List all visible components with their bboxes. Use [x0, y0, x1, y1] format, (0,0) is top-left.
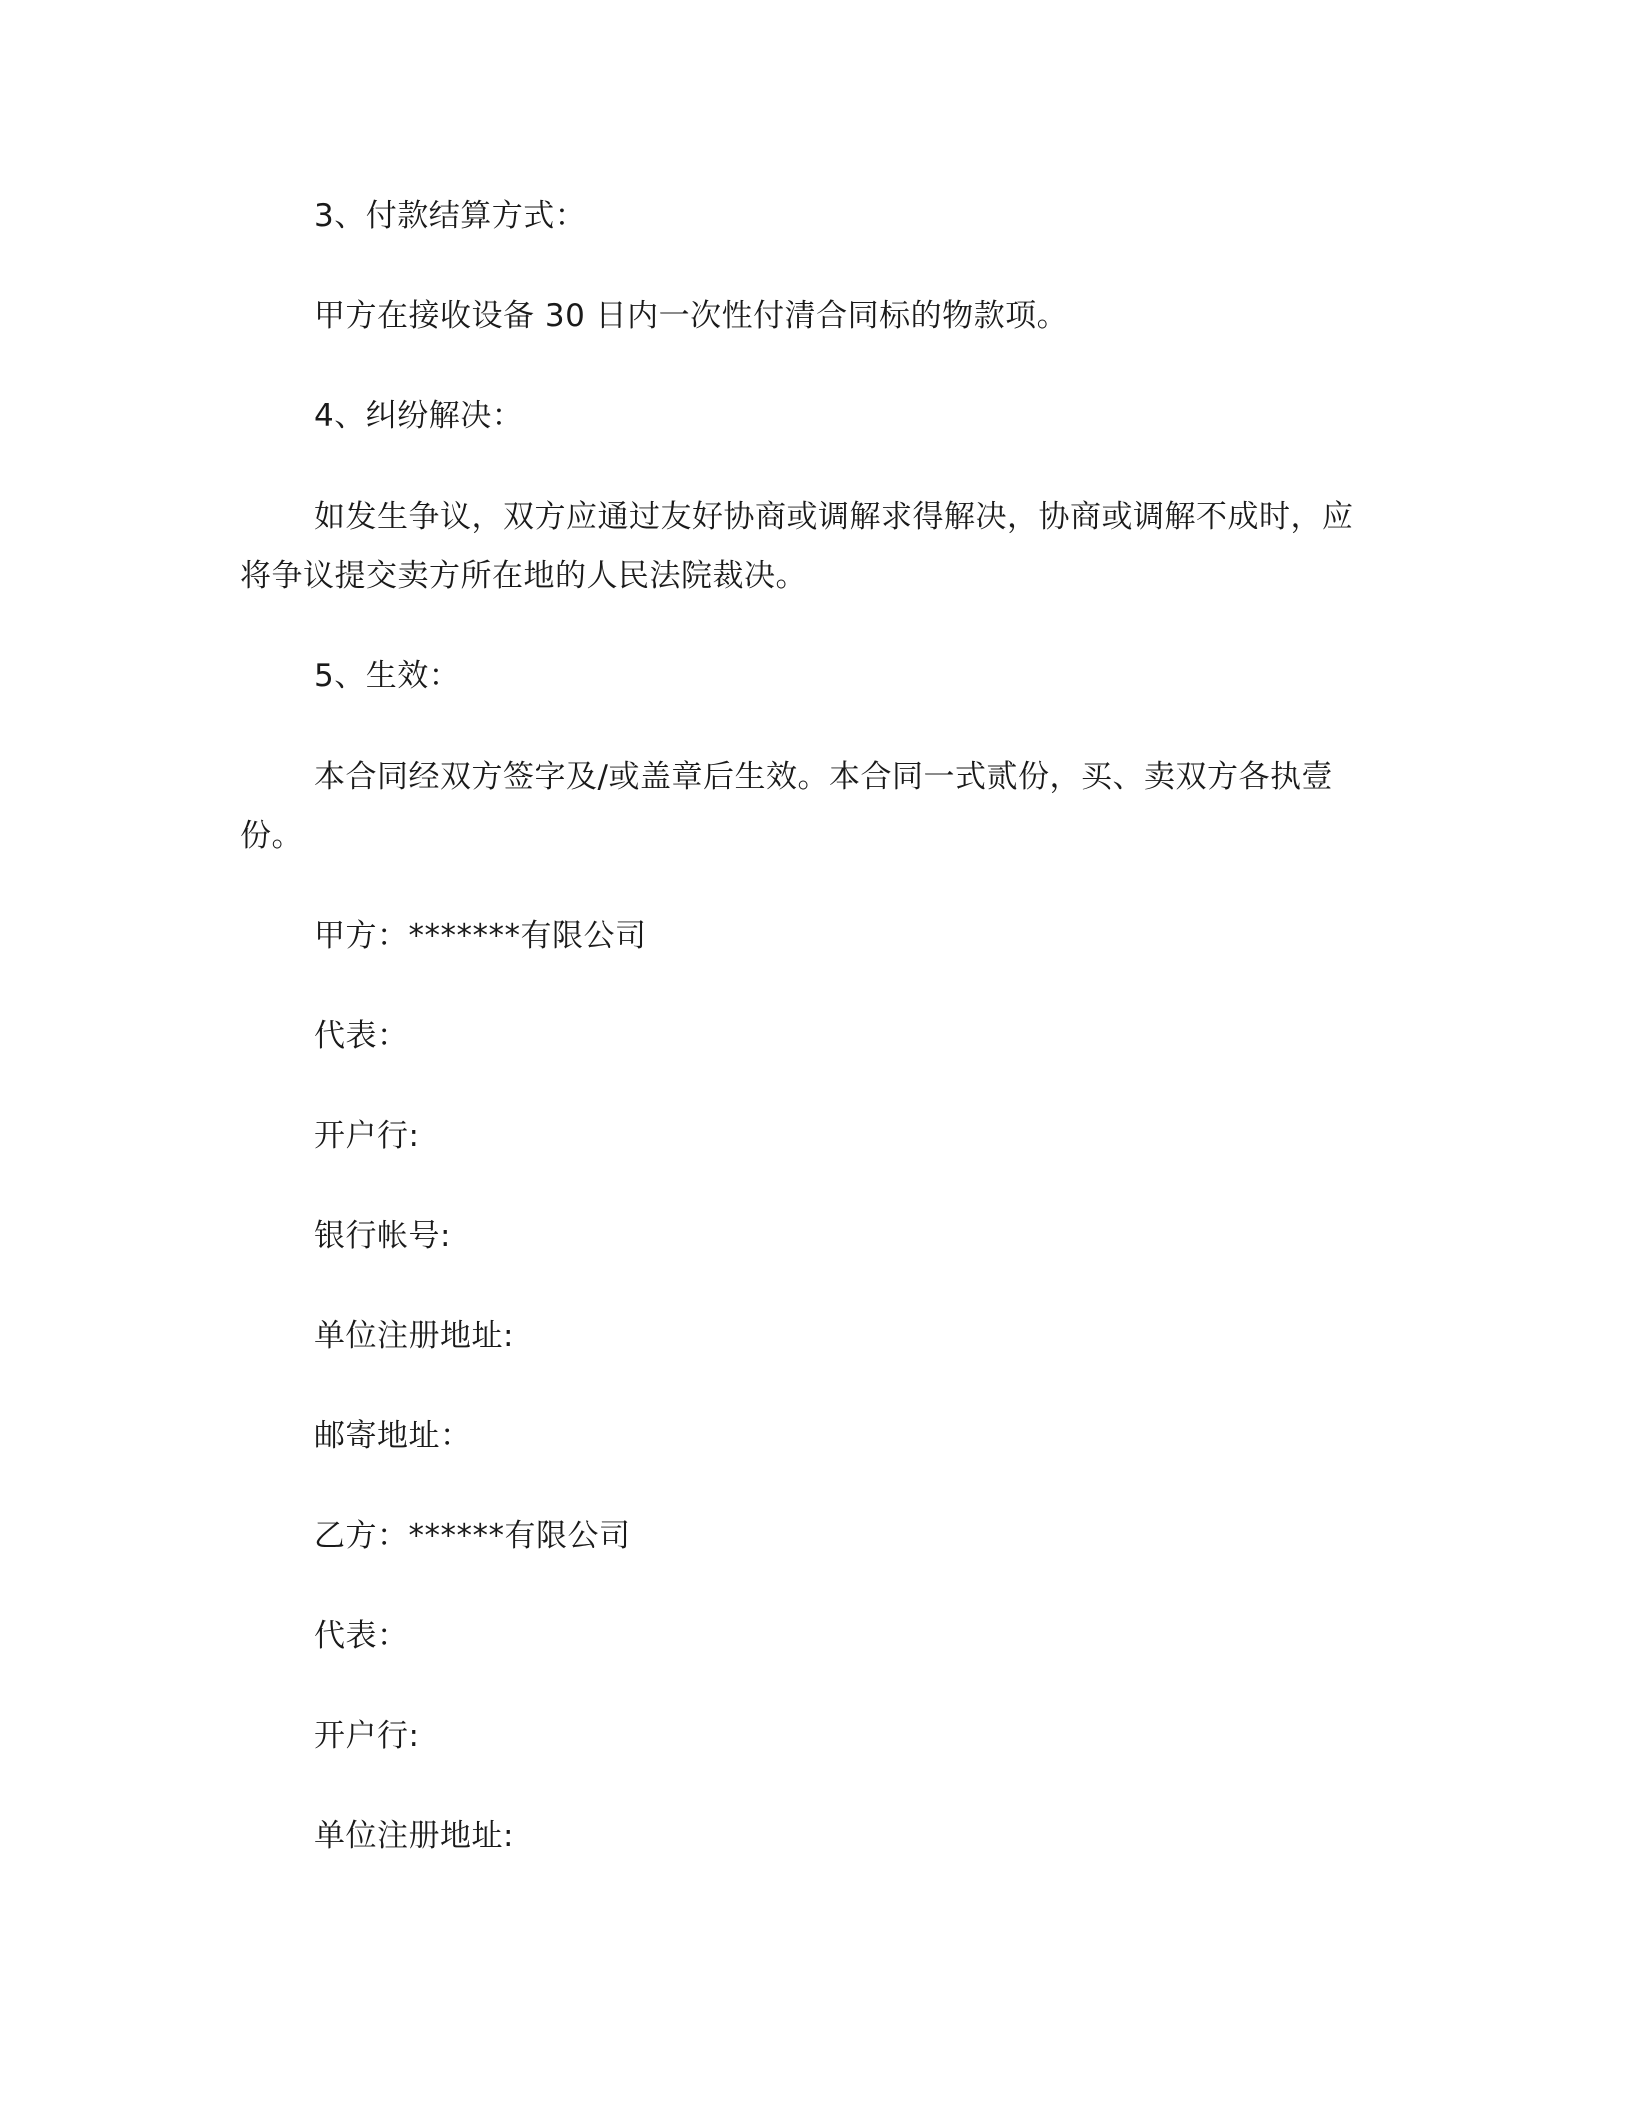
payment-text: 甲方在接收设备 30 日内一次性付清合同标的物款项。 [314, 298, 1069, 334]
effect-text: 本合同经双方签字及/或盖章后生效。本合同一式贰份，买、卖双方各执壹份。 [240, 759, 1333, 854]
effect-heading: 5、生效： [314, 658, 461, 694]
party-a-mailing-address: 邮寄地址： [314, 1418, 472, 1454]
party-a-name: 甲方：*******有限公司 [314, 918, 647, 954]
dispute-heading: 4、纠纷解决： [314, 398, 524, 434]
party-b-registered-address: 单位注册地址: [314, 1818, 514, 1854]
party-a-account: 银行帐号: [314, 1218, 451, 1254]
party-a-bank: 开户行: [314, 1118, 420, 1154]
party-b-name: 乙方：******有限公司 [314, 1518, 631, 1554]
party-a-registered-address: 单位注册地址: [314, 1318, 514, 1354]
party-b-representative: 代表： [314, 1618, 409, 1654]
payment-heading: 3、付款结算方式： [314, 198, 587, 234]
party-a-representative: 代表： [314, 1018, 409, 1054]
party-b-bank: 开户行: [314, 1718, 420, 1754]
dispute-text: 如发生争议，双方应通过友好协商或调解求得解决，协商或调解不成时，应将争议提交卖方所在地的人民法院裁决。 [240, 499, 1354, 594]
